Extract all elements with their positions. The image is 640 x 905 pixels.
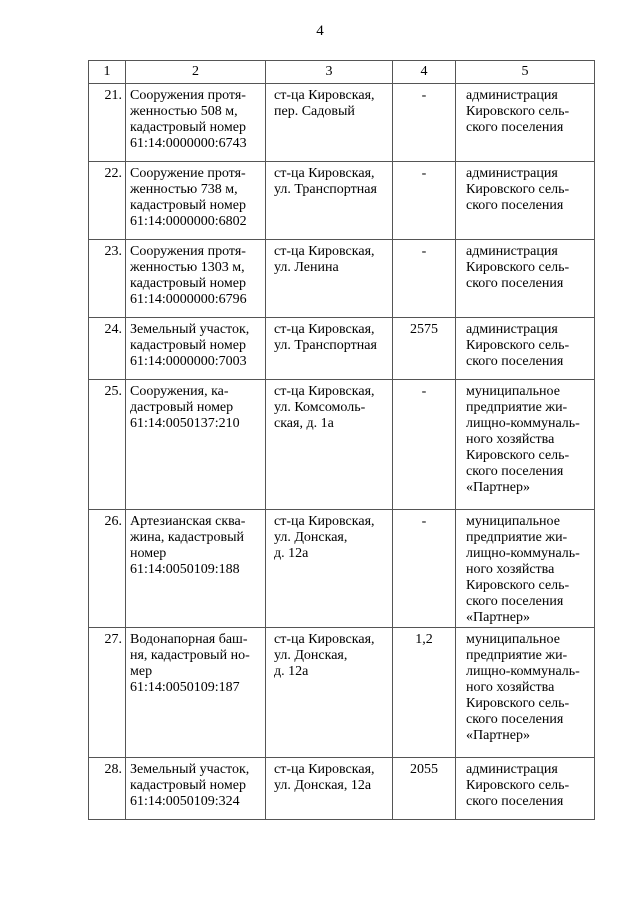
area-cell: [393, 380, 456, 510]
object-name-cell: [126, 380, 266, 510]
area-cell: [393, 240, 456, 318]
table-row: [89, 240, 595, 318]
table-row: [89, 318, 595, 380]
table-row: [89, 628, 595, 758]
area-cell-text: -: [421, 384, 427, 399]
address-cell: [266, 240, 393, 318]
owner-cell-text: муниципальное предприятие жи- лищно-коммуналь- ного хозяйства Кировского сель- ского поселения «Партнер»: [466, 632, 580, 743]
address-cell-text: ст-ца Кировская, ул. Донская, д. 12а: [274, 632, 375, 679]
row-number-cell-text: 21.: [104, 88, 122, 103]
object-name-cell: [126, 510, 266, 628]
object-name-cell-text: Сооружения, ка- дастровый номер 61:14:0050137:210: [130, 384, 240, 431]
owner-cell-text: администрация Кировского сель- ского поселения: [466, 244, 570, 291]
object-name-cell: [126, 240, 266, 318]
column-header-2: 2: [126, 61, 266, 84]
owner-cell: [456, 758, 595, 820]
address-cell: [266, 758, 393, 820]
column-header-4: 4: [393, 61, 456, 84]
owner-cell: [456, 318, 595, 380]
row-number-cell-text: 26.: [104, 514, 122, 529]
owner-cell: [456, 628, 595, 758]
object-name-cell: [126, 318, 266, 380]
row-number-cell-text: 24.: [104, 322, 122, 337]
column-header-5: 5: [456, 61, 595, 84]
owner-cell-text: муниципальное предприятие жи- лищно-коммуналь- ного хозяйства Кировского сель- ского поселения «Партнер»: [466, 514, 580, 625]
table-row: [89, 380, 595, 510]
row-number-cell-text: 28.: [104, 762, 122, 777]
row-number-cell: [89, 84, 126, 162]
area-cell-text: -: [421, 166, 427, 181]
area-cell-text: -: [421, 88, 427, 103]
area-cell-text: 2575: [410, 322, 438, 337]
address-cell-text: ст-ца Кировская, ул. Донская, д. 12а: [274, 514, 375, 561]
address-cell: [266, 162, 393, 240]
owner-cell-text: администрация Кировского сель- ского поселения: [466, 166, 570, 213]
owner-cell: [456, 84, 595, 162]
object-name-cell-text: Земельный участок, кадастровый номер 61:14:0000000:7003: [130, 322, 250, 369]
address-cell: [266, 510, 393, 628]
row-number-cell: [89, 628, 126, 758]
owner-cell: [456, 380, 595, 510]
address-cell-text: ст-ца Кировская, ул. Донская, 12а: [274, 762, 375, 793]
object-name-cell-text: Сооружение протя- женностью 738 м, кадастровый номер 61:14:0000000:6802: [130, 166, 247, 229]
area-cell-text: 2055: [410, 762, 438, 777]
table-row: [89, 162, 595, 240]
area-cell: [393, 758, 456, 820]
object-name-cell: [126, 628, 266, 758]
area-cell-text: -: [421, 244, 427, 259]
area-cell: [393, 510, 456, 628]
object-name-cell-text: Сооружения протя- женностью 508 м, кадастровый номер 61:14:0000000:6743: [130, 88, 247, 151]
owner-cell-text: администрация Кировского сель- ского поселения: [466, 88, 570, 135]
owner-cell-text: администрация Кировского сель- ского поселения: [466, 762, 570, 809]
column-header-1: 1: [89, 61, 126, 84]
table-body: [89, 84, 595, 820]
area-cell-text: -: [421, 514, 427, 529]
table-header-row: [89, 61, 595, 84]
address-cell-text: ст-ца Кировская, ул. Комсомоль- ская, д. 1а: [274, 384, 375, 431]
property-registry-table: [88, 60, 595, 820]
address-cell-text: ст-ца Кировская, ул. Транспортная: [274, 166, 377, 197]
row-number-cell: [89, 758, 126, 820]
address-cell-text: ст-ца Кировская, пер. Садовый: [274, 88, 375, 119]
page-number: 4: [316, 23, 324, 39]
object-name-cell-text: Земельный участок, кадастровый номер 61:14:0050109:324: [130, 762, 250, 809]
row-number-cell-text: 23.: [104, 244, 122, 259]
area-cell: [393, 84, 456, 162]
table-row: [89, 510, 595, 628]
row-number-cell: [89, 240, 126, 318]
table-row: [89, 84, 595, 162]
object-name-cell-text: Водонапорная баш- ня, кадастровый но- мер 61:14:0050109:187: [130, 632, 250, 695]
row-number-cell-text: 27.: [104, 632, 122, 647]
object-name-cell: [126, 758, 266, 820]
owner-cell-text: администрация Кировского сель- ского поселения: [466, 322, 570, 369]
address-cell-text: ст-ца Кировская, ул. Транспортная: [274, 322, 377, 353]
address-cell: [266, 84, 393, 162]
column-header-3: 3: [266, 61, 393, 84]
address-cell: [266, 318, 393, 380]
row-number-cell: [89, 318, 126, 380]
owner-cell: [456, 510, 595, 628]
area-cell-text: 1,2: [415, 632, 433, 647]
object-name-cell: [126, 162, 266, 240]
object-name-cell-text: Артезианская сква- жина, кадастровый номер 61:14:0050109:188: [130, 514, 246, 577]
object-name-cell-text: Сооружения протя- женностью 1303 м, кадастровый номер 61:14:0000000:6796: [130, 244, 247, 307]
row-number-cell: [89, 380, 126, 510]
row-number-cell-text: 25.: [104, 384, 122, 399]
row-number-cell-text: 22.: [104, 166, 122, 181]
area-cell: [393, 318, 456, 380]
area-cell: [393, 628, 456, 758]
owner-cell-text: муниципальное предприятие жи- лищно-коммуналь- ного хозяйства Кировского сель- ского поселения «Партнер»: [466, 384, 580, 495]
table-row: [89, 758, 595, 820]
owner-cell: [456, 162, 595, 240]
area-cell: [393, 162, 456, 240]
row-number-cell: [89, 510, 126, 628]
address-cell-text: ст-ца Кировская, ул. Ленина: [274, 244, 375, 275]
address-cell: [266, 628, 393, 758]
address-cell: [266, 380, 393, 510]
owner-cell: [456, 240, 595, 318]
row-number-cell: [89, 162, 126, 240]
object-name-cell: [126, 84, 266, 162]
